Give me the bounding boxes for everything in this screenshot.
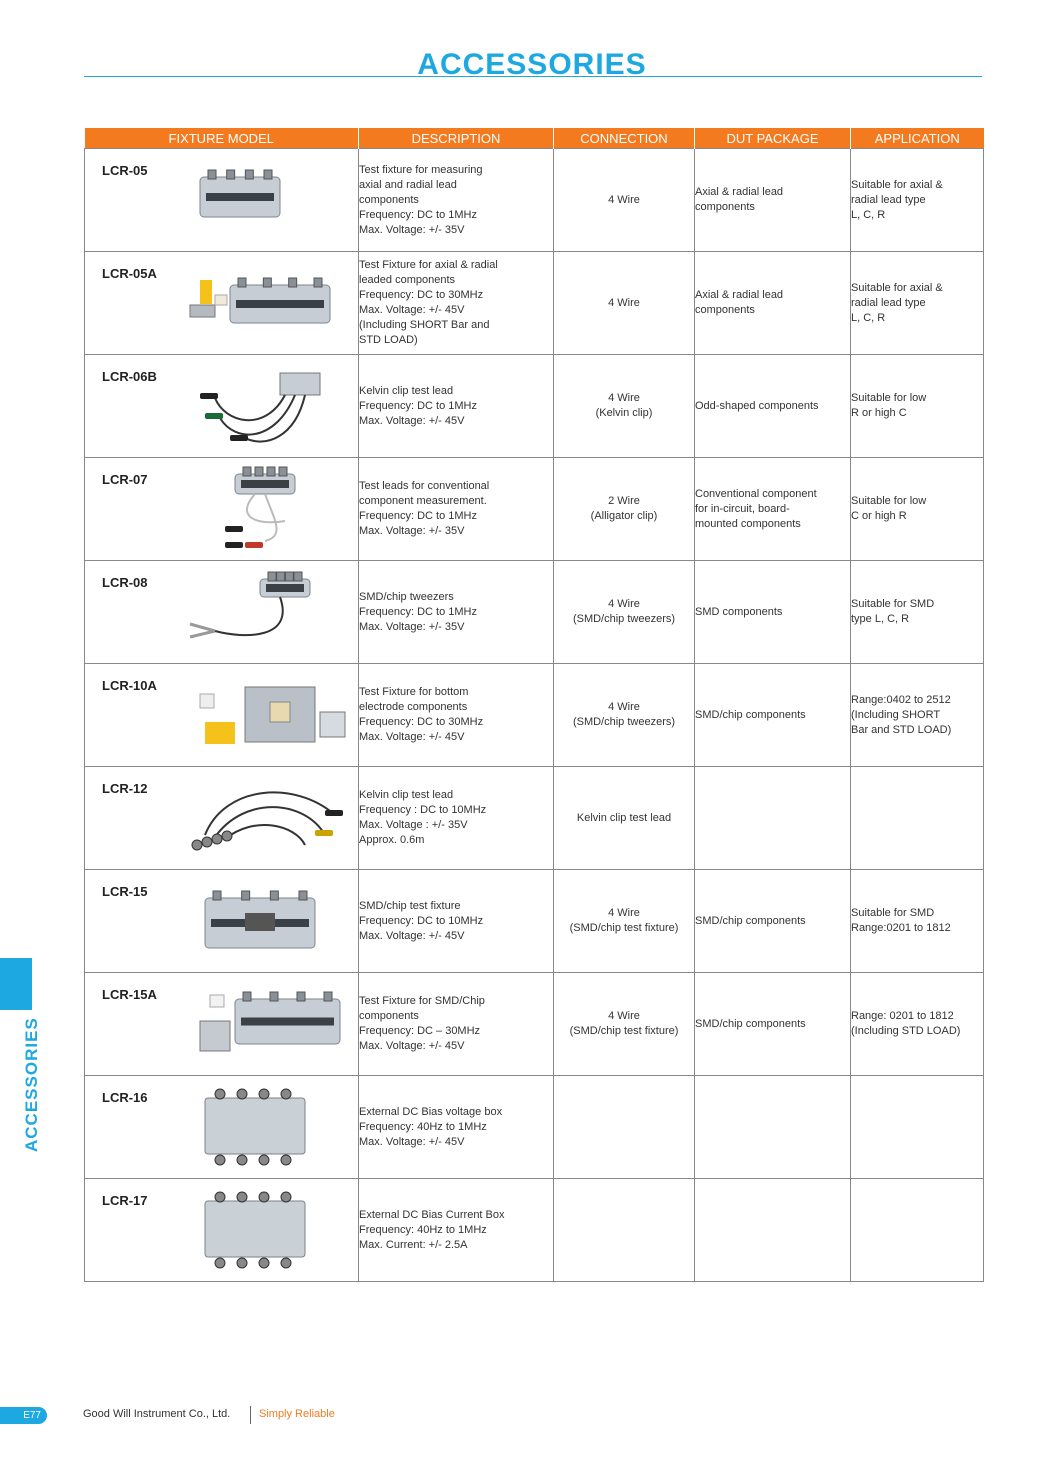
dut-package-line: Axial & radial lead <box>695 186 784 198</box>
table-row <box>85 458 984 561</box>
description-line: Frequency: DC to 1MHz <box>359 399 477 412</box>
application-line: Suitable for axial & <box>851 281 943 294</box>
description-line: (Including SHORT Bar and <box>359 319 490 331</box>
dut-package-line: for in-circuit, board- <box>695 502 790 515</box>
connection-line: 4 Wire <box>608 907 640 919</box>
application-line: Suitable for low <box>851 495 927 507</box>
application-line: type L, C, R <box>851 613 910 625</box>
connection-line: 2 Wire <box>608 495 640 507</box>
application-cell <box>851 870 984 973</box>
connection-line: (SMD/chip test fixture) <box>569 922 679 934</box>
application-line: Range:0201 to 1812 <box>851 922 951 934</box>
connection-cell <box>554 458 695 561</box>
dut-package-line: components <box>695 304 755 316</box>
fixture-model-cell <box>85 664 359 767</box>
connection-cell <box>554 1076 695 1179</box>
table-row <box>85 870 984 973</box>
dut-package-line: components <box>695 201 755 213</box>
fixture-model-name: LCR-15A <box>102 987 157 1002</box>
description-line: leaded components <box>359 274 456 286</box>
application-cell <box>851 973 984 1076</box>
connection-cell <box>554 1179 695 1282</box>
bnc-kelvin-lead-photo <box>185 775 350 861</box>
application-line: R or high C <box>851 407 907 419</box>
dut-package-cell <box>695 870 851 973</box>
application-cell <box>851 1076 984 1179</box>
application-line: (Including SHORT <box>851 708 941 721</box>
dut-package-cell <box>695 1076 851 1179</box>
table-row <box>85 664 984 767</box>
description-line: electrode components <box>359 701 468 713</box>
connection-cell <box>554 767 695 870</box>
application-line: C or high R <box>851 510 907 522</box>
connection-line: 4 Wire <box>608 193 640 206</box>
table-row <box>85 767 984 870</box>
fixture-model-name: LCR-12 <box>102 781 148 796</box>
description-line: Test leads for conventional <box>359 480 490 492</box>
dut-package-line: Conventional component <box>695 487 817 500</box>
description-line: axial and radial lead <box>359 178 457 191</box>
connection-cell <box>554 149 695 252</box>
description-line: Max. Voltage: +/- 35V <box>359 525 465 537</box>
application-cell <box>851 355 984 458</box>
description-line: SMD/chip test fixture <box>359 899 461 912</box>
header-description: DESCRIPTION <box>359 128 554 149</box>
application-line: Bar and STD LOAD) <box>851 723 952 736</box>
description-cell <box>359 1076 554 1179</box>
connection-cell <box>554 561 695 664</box>
description-line: Frequency: DC to 1MHz <box>359 605 477 618</box>
smd-tweezers-photo <box>185 569 350 655</box>
description-line: External DC Bias Current Box <box>359 1208 505 1221</box>
connection-line: 4 Wire <box>608 392 640 404</box>
kelvin-clip-lead-photo <box>185 363 350 449</box>
accessories-table <box>84 128 984 1282</box>
company-name: Good Will Instrument Co., Ltd. <box>83 1408 231 1420</box>
description-line: Frequency: 40Hz to 1MHz <box>359 1120 487 1133</box>
connection-cell <box>554 252 695 355</box>
bottom-electrode-fixture-photo <box>185 672 350 758</box>
header-application: APPLICATION <box>851 128 984 149</box>
alligator-clip-lead-photo <box>185 466 350 552</box>
connection-line: (SMD/chip tweezers) <box>572 716 676 728</box>
description-cell <box>359 664 554 767</box>
fixture-model-name: LCR-15 <box>102 884 148 899</box>
table-row <box>85 355 984 458</box>
connection-line: 4 Wire <box>608 598 640 610</box>
dut-package-cell <box>695 458 851 561</box>
connection-line: (SMD/chip tweezers) <box>572 613 676 625</box>
connection-line: 4 Wire <box>608 296 640 309</box>
footer <box>0 1406 1064 1426</box>
description-line: Test Fixture for bottom <box>359 686 469 698</box>
description-line: Max. Voltage: +/- 35V <box>359 620 465 633</box>
description-line: STD LOAD) <box>359 334 418 346</box>
description-cell <box>359 973 554 1076</box>
description-cell <box>359 767 554 870</box>
application-line: Range: 0201 to 1812 <box>851 1010 954 1022</box>
header-fixture-model: FIXTURE MODEL <box>85 128 359 149</box>
description-line: Kelvin clip test lead <box>359 384 454 397</box>
dc-bias-voltage-box-photo <box>185 1084 350 1170</box>
connection-cell <box>554 870 695 973</box>
description-line: Max. Voltage: +/- 45V <box>359 1135 465 1148</box>
table-row <box>85 561 984 664</box>
side-tab-marker <box>0 958 32 1010</box>
description-cell <box>359 355 554 458</box>
dut-package-cell <box>695 1179 851 1282</box>
application-cell <box>851 1179 984 1282</box>
application-cell <box>851 767 984 870</box>
connection-line: Kelvin clip test lead <box>576 811 672 824</box>
dut-package-cell <box>695 355 851 458</box>
application-line: L, C, R <box>851 208 886 221</box>
application-cell <box>851 149 984 252</box>
description-line: components <box>359 1010 419 1022</box>
description-line: Max. Voltage: +/- 45V <box>359 731 465 743</box>
description-line: Test fixture for measuring <box>359 163 483 176</box>
page-number-badge: E77 <box>0 1407 47 1424</box>
connection-line: (Alligator clip) <box>590 510 658 522</box>
title-underline <box>84 76 982 77</box>
side-section-label: ACCESSORIES <box>22 1017 41 1152</box>
description-cell <box>359 1179 554 1282</box>
application-line: radial lead type <box>851 193 926 206</box>
description-cell <box>359 561 554 664</box>
dut-package-line: SMD/chip components <box>695 1017 806 1030</box>
description-line: Frequency : DC to 10MHz <box>359 804 487 816</box>
footer-divider <box>250 1406 251 1424</box>
fixture-model-cell <box>85 870 359 973</box>
fixture-model-name: LCR-05A <box>102 266 157 281</box>
fixture-model-name: LCR-10A <box>102 678 157 693</box>
smd-chip-fixture-photo <box>185 878 350 964</box>
description-line: External DC Bias voltage box <box>359 1105 503 1118</box>
application-line: radial lead type <box>851 296 926 309</box>
description-line: Max. Voltage: +/- 45V <box>359 414 465 427</box>
description-line: Frequency: 40Hz to 1MHz <box>359 1223 487 1236</box>
dc-bias-current-box-photo <box>185 1187 350 1273</box>
connection-cell <box>554 355 695 458</box>
header-dut-package: DUT PACKAGE <box>695 128 851 149</box>
page-title: ACCESSORIES <box>417 48 647 81</box>
description-cell <box>359 458 554 561</box>
description-line: Max. Voltage: +/- 45V <box>359 1040 465 1052</box>
description-line: Frequency: DC to 30MHz <box>359 716 484 728</box>
application-line: Suitable for axial & <box>851 178 943 191</box>
table-row <box>85 1179 984 1282</box>
connection-line: (SMD/chip test fixture) <box>569 1025 679 1037</box>
description-line: Frequency: DC to 1MHz <box>359 208 477 221</box>
description-line: Max. Current: +/- 2.5A <box>359 1238 468 1251</box>
description-line: Max. Voltage : +/- 35V <box>359 819 468 831</box>
description-line: Frequency: DC to 1MHz <box>359 510 477 522</box>
description-line: Frequency: DC – 30MHz <box>359 1025 481 1037</box>
description-line: Max. Voltage: +/- 45V <box>359 304 465 316</box>
dut-package-line: SMD components <box>695 605 783 618</box>
smd-chip-fixture-kit-photo <box>185 981 350 1067</box>
fixture-model-cell <box>85 355 359 458</box>
fixture-model-cell <box>85 973 359 1076</box>
dut-package-line: Odd-shaped components <box>695 399 819 412</box>
description-line: Max. Voltage: +/- 35V <box>359 223 465 236</box>
application-line: Suitable for SMD <box>851 907 935 919</box>
description-cell <box>359 149 554 252</box>
description-cell <box>359 252 554 355</box>
application-line: Suitable for SMD <box>851 598 935 610</box>
application-cell <box>851 561 984 664</box>
description-line: Test Fixture for axial & radial <box>359 259 498 271</box>
fixture-model-name: LCR-08 <box>102 575 148 590</box>
test-fixture-photo <box>185 157 350 243</box>
fixture-model-cell <box>85 149 359 252</box>
fixture-model-cell <box>85 767 359 870</box>
fixture-model-name: LCR-06B <box>102 369 157 384</box>
connection-line: 4 Wire <box>608 1010 640 1022</box>
dut-package-cell <box>695 767 851 870</box>
application-cell <box>851 664 984 767</box>
application-line: (Including STD LOAD) <box>851 1025 961 1037</box>
connection-cell <box>554 973 695 1076</box>
connection-cell <box>554 664 695 767</box>
description-line: SMD/chip tweezers <box>359 590 454 603</box>
fixture-model-name: LCR-07 <box>102 472 148 487</box>
table-row <box>85 1076 984 1179</box>
dut-package-cell <box>695 561 851 664</box>
application-line: Range:0402 to 2512 <box>851 693 951 706</box>
dut-package-line: SMD/chip components <box>695 914 806 927</box>
dut-package-cell <box>695 973 851 1076</box>
dut-package-line: mounted components <box>695 517 801 530</box>
dut-package-cell <box>695 664 851 767</box>
dut-package-cell <box>695 149 851 252</box>
table-row <box>85 252 984 355</box>
fixture-model-cell <box>85 1179 359 1282</box>
description-line: Test Fixture for SMD/Chip <box>359 995 485 1007</box>
fixture-model-name: LCR-16 <box>102 1090 148 1105</box>
application-line: Suitable for low <box>851 392 927 404</box>
fixture-model-cell <box>85 458 359 561</box>
table-row <box>85 973 984 1076</box>
dut-package-line: Axial & radial lead <box>695 289 784 301</box>
header-connection: CONNECTION <box>554 128 695 149</box>
application-line: L, C, R <box>851 311 886 324</box>
application-cell <box>851 252 984 355</box>
dut-package-cell <box>695 252 851 355</box>
description-line: components <box>359 193 419 206</box>
description-line: Frequency: DC to 10MHz <box>359 914 484 927</box>
company-slogan: Simply Reliable <box>259 1408 335 1420</box>
application-cell <box>851 458 984 561</box>
description-line: Frequency: DC to 30MHz <box>359 289 484 301</box>
table-header-row <box>85 128 984 149</box>
connection-line: 4 Wire <box>608 701 640 713</box>
fixture-model-cell <box>85 561 359 664</box>
test-fixture-with-accessories-photo <box>185 260 350 346</box>
description-line: component measurement. <box>359 495 487 507</box>
table-row <box>85 149 984 252</box>
fixture-model-name: LCR-17 <box>102 1193 148 1208</box>
description-line: Approx. 0.6m <box>359 834 425 846</box>
fixture-model-cell <box>85 1076 359 1179</box>
description-cell <box>359 870 554 973</box>
description-line: Kelvin clip test lead <box>359 789 454 801</box>
description-line: Max. Voltage: +/- 45V <box>359 929 465 942</box>
dut-package-line: SMD/chip components <box>695 708 806 721</box>
connection-line: (Kelvin clip) <box>595 407 653 419</box>
fixture-model-name: LCR-05 <box>102 163 148 178</box>
fixture-model-cell <box>85 252 359 355</box>
